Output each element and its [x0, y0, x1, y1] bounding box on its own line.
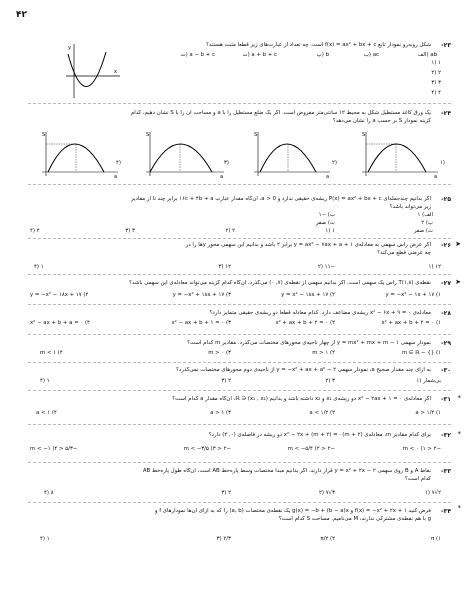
question-number: ۲۸-	[441, 310, 451, 317]
question-26-cont	[24, 250, 451, 258]
question-text: زیر می‌تواند باشد؟	[389, 204, 431, 210]
separator	[28, 390, 451, 391]
q26-option-2[interactable]: −۱۱ (۲	[317, 264, 335, 270]
question-24	[24, 110, 451, 118]
q24-option-3[interactable]: (۳	[223, 160, 229, 166]
svg-text:a: a	[434, 174, 438, 180]
question-33	[24, 468, 451, 476]
q23-option-1[interactable]: ۱ (۱	[431, 60, 441, 66]
q27-option-4[interactable]: y = −x² − ۱۸x + ۱۷ (۴	[30, 292, 89, 298]
bird-icon: ➤	[455, 240, 461, 248]
q34-option-4[interactable]: ۱ (۴	[40, 536, 50, 542]
question-text: نقاط A و B روی سهمی y = x² + ۲x − ۲ قرار دارند. اگر بدانیم مبدأ مختصات وسط پاره‌خط AB است، آن‌گاه طول پاره‌خط AB	[142, 468, 431, 474]
star-icon: *	[457, 430, 461, 438]
q31-option-3[interactable]: a > ۱ (۳	[210, 410, 231, 416]
page-number: ۴۲	[16, 10, 27, 20]
question-25-cont	[24, 204, 451, 212]
question-28	[24, 310, 451, 318]
q27-option-2[interactable]: y = x² − ۱۸x + ۱۷ (۲	[281, 292, 335, 298]
q24-option-2[interactable]: (۲	[331, 160, 337, 166]
svg-text:S: S	[146, 132, 150, 138]
question-text: کدام است؟	[404, 476, 431, 482]
question-27	[24, 280, 451, 288]
q25-expr-b: ب) −۱	[318, 212, 335, 218]
separator	[28, 362, 451, 363]
q33-option-3[interactable]: ۲ (۳	[221, 490, 231, 496]
q29-option-2[interactable]: m > ۱ (۲	[312, 350, 335, 356]
separator	[28, 424, 451, 425]
svg-text:S: S	[42, 132, 46, 138]
q24-option-4[interactable]: (۴	[115, 160, 121, 166]
q25-option-3[interactable]: ۳ (۳	[125, 228, 135, 234]
question-text: شکل روبه‌رو نمودار تابع f(x) = ax² + bx + c است. چه تعداد از عبارت‌های زیر قطعاً مثبت هستند؟	[206, 42, 431, 48]
question-text: برای کدام مقادیر m، معادله‌ی (m + ۲)x² − ۲x + (m + ۲) = ۰ دو ریشه در فاصله‌ی (۰, ۲) دارد؟	[208, 432, 431, 438]
q23-option-3[interactable]: ۳ (۳	[431, 80, 441, 86]
separator	[28, 184, 451, 185]
q23-option-4[interactable]: ۴ (۴	[431, 90, 441, 96]
q29-option-3[interactable]: m > ۰ (۳	[208, 350, 231, 356]
question-text: g با هم نقطه‌ی مشترکی ندارند، M می‌نامیم. مساحت S کدام است؟	[278, 516, 431, 522]
separator	[28, 238, 451, 239]
q25-option-1[interactable]: ۱ (۱	[325, 228, 335, 234]
q28-option-3[interactable]: x² − ax + b + ۱ = ۰ (۳	[171, 320, 231, 326]
question-number: ۲۴-	[441, 110, 451, 117]
question-31	[24, 396, 451, 404]
q23-parabola-graph	[60, 42, 122, 100]
q26-option-3[interactable]: ۱۲ (۳	[218, 264, 231, 270]
question-34	[24, 508, 451, 516]
question-32	[24, 432, 451, 440]
separator	[28, 462, 451, 463]
q34-option-3[interactable]: ۲/۳ (۳	[216, 536, 231, 542]
q29-option-4[interactable]: m < ۱ (۴	[40, 350, 63, 356]
q25-expr-c: پ) ۲	[421, 220, 433, 226]
q23-expr-c: b (پ	[316, 52, 329, 58]
q25-expr-d: ت) صفر	[315, 220, 335, 226]
question-text: چه عرضی قطع می‌کند؟	[377, 250, 431, 256]
svg-text:S: S	[254, 132, 258, 138]
question-text: اگر بدانیم چندجمله‌ای P(x) = ax² + bx + c ریشه‌ی حقیقی ندارد و a > 0، آن‌گاه مقدار عبارت ۱۶c + ۴b + a برابر چند تا از مقادیر	[131, 196, 431, 202]
q25-option-2[interactable]: ۲ (۲	[225, 228, 235, 234]
question-24-cont	[24, 118, 451, 126]
q30-option-2[interactable]: ۳ (۲	[325, 378, 335, 384]
q31-option-1[interactable]: a > ۱/۲ (۱	[415, 410, 441, 416]
question-number: ۳۰-	[441, 367, 451, 374]
q24-graph-options	[34, 128, 454, 180]
q27-option-3[interactable]: y = −x² + ۱۸x + ۱۷ (۳	[172, 292, 231, 298]
q33-option-2[interactable]: ۳√۷ (۲	[319, 490, 335, 496]
question-number: ۲۳-	[441, 42, 451, 49]
q30-option-3[interactable]: ۲ (۳	[221, 378, 231, 384]
svg-text:y: y	[68, 45, 71, 51]
question-number: ۲۹-	[441, 340, 451, 347]
question-number: ۳۴-	[441, 508, 451, 515]
svg-text:a: a	[326, 174, 330, 180]
q24-graph-1	[362, 132, 438, 180]
svg-text:a: a	[220, 174, 224, 180]
q25-expr-a: الف) ۱	[417, 212, 433, 218]
q32-option-4[interactable]: −۵/۳ < m < −۱ (۴	[30, 446, 78, 452]
separator	[28, 304, 451, 305]
question-29	[24, 340, 451, 348]
separator	[28, 274, 451, 275]
q32-option-1[interactable]: −۲ < m < ۰ (۱	[402, 446, 441, 452]
separator	[28, 502, 451, 503]
q23-expr-d: a + b + c (ت	[242, 52, 277, 58]
q24-option-1[interactable]: (۱	[439, 160, 445, 166]
q24-graph-4	[42, 132, 118, 180]
q32-option-2[interactable]: −۲ < m < −۵/۴ (۲	[287, 446, 335, 452]
q24-graph-3	[146, 132, 224, 180]
q25-option-4[interactable]: ۴ (۴	[30, 228, 40, 234]
q26-option-1[interactable]: ۱۲ (۱	[428, 264, 441, 270]
question-text: معادله‌ی x² − ۶x + ۹ = ۰ ریشه‌ی مضاعف دارد. کدام معادله قطعاً دو ریشه‌ی حقیقی متمایز دارد؟	[209, 310, 431, 316]
question-25	[24, 196, 451, 204]
question-text: به ازای چند مقدار صحیح a، نمودار سهمی y = −x² + ax + a² − ۲ از ناحیه‌ی دوم محورهای مختصات نمی‌گذرد؟	[176, 367, 431, 373]
question-text: اگر عرض رأس سهمی به معادله‌ی y = ax² − ۷ax + a + ۱ برابر ۲ باشد و بدانیم این سهمی محور yها را در	[185, 242, 431, 248]
q23-expr-a: ab (الف	[417, 52, 437, 58]
q33-option-4[interactable]: ۸ (۴	[44, 490, 54, 496]
question-text: گزینه نمودار S بر حسب a را نشان می‌دهد؟	[332, 118, 431, 124]
svg-text:x: x	[114, 69, 117, 75]
q23-expr-e: a − b + c (ث	[180, 52, 215, 58]
q28-option-4[interactable]: x² − ax + b + a = ۰ (۴	[30, 320, 90, 326]
question-number: ۲۷-	[441, 280, 451, 287]
separator	[28, 103, 451, 104]
q33-option-1[interactable]: ۲√۷ (۱	[425, 490, 441, 496]
svg-text:S: S	[362, 132, 366, 138]
q27-option-1[interactable]: y = −x² − ۱x + ۱۷ (۱	[385, 292, 441, 298]
q23-option-2[interactable]: ۲ (۲	[431, 70, 441, 76]
question-34-cont	[24, 516, 451, 524]
q25-expr-e: ث) صفر	[413, 228, 433, 234]
q29-option-1[interactable]: m ∈ ℝ − {} (۱	[401, 350, 441, 356]
q30-option-1[interactable]: بی‌شمار (۱	[416, 378, 441, 384]
bird-icon: ➤	[455, 278, 461, 286]
question-33-cont	[24, 476, 451, 484]
question-text: فرض کنید f(x) = −x² + ۲x + ۱ و g(x) = −b + (b − a)x یک نقطه‌ی مختصات (a, b) را که به ازای آن‌ها نمودارهای f و	[154, 508, 431, 514]
question-number: ۳۱-	[441, 396, 451, 403]
question-number: ۲۶-	[441, 242, 451, 249]
question-number: ۲۵-	[441, 196, 451, 203]
q28-option-1[interactable]: x² + ax + b + ۲ = ۰ (۱	[381, 320, 441, 326]
svg-text:a: a	[114, 174, 118, 180]
question-number: ۳۳-	[441, 468, 451, 475]
question-26	[24, 242, 451, 250]
question-number: ۳۲-	[441, 432, 451, 439]
q26-option-4[interactable]: ۱ (۴	[34, 264, 44, 270]
separator	[28, 334, 451, 335]
star-icon: *	[457, 504, 461, 512]
q30-option-4[interactable]: ۱ (۴	[40, 378, 50, 384]
q28-option-2[interactable]: x² + ax + b + ۲ = ۰ (۲	[275, 320, 335, 326]
q34-option-2[interactable]: π/۲ (۲	[320, 536, 335, 542]
question-text: اگر معادله‌ی x² − ۲ax + ۱ = ۰ دو ریشه‌ی x₁ و x₂ داشته باشد و بدانیم (x₁ , x₂) ∈ ℝ، آن‌گاه مقدار a کدام است؟	[172, 396, 431, 402]
q31-option-4[interactable]: a < ۱ (۴	[36, 410, 57, 416]
question-text: نمودار سهمی y = mx² + mx + m − ۱ از چهار ناحیه‌ی محورهای مختصات می‌گذرد. مقادیر m کدام است؟	[187, 340, 431, 346]
q34-option-1[interactable]: π (۱	[431, 536, 441, 542]
q23-expr-b: ac (ب	[363, 52, 379, 58]
question-text: نقطه‌ی T(۱,۸) رأس یک سهمی است. اگر بدانیم سهمی از نقطه‌ی (۷, ۰) می‌گذرد، آن‌گاه کدام گزینه می‌تواند معادله‌ی این سهمی باشد؟	[129, 280, 431, 286]
q31-option-2[interactable]: a < ۱/۲ (۲	[309, 410, 335, 416]
star-icon: *	[457, 394, 461, 402]
question-30	[24, 367, 451, 375]
q24-graph-2	[254, 132, 330, 180]
q32-option-3[interactable]: −۲ < m < −۳/۵ (۳	[183, 446, 231, 452]
question-text: یک ورق کاغذ مستطیل شکل به محیط ۱۲ سانتی‌متر مفروض است. اگر یک ضلع مستطیل را با a و مساحت آن را با S نشان دهیم، کدام	[130, 110, 431, 116]
